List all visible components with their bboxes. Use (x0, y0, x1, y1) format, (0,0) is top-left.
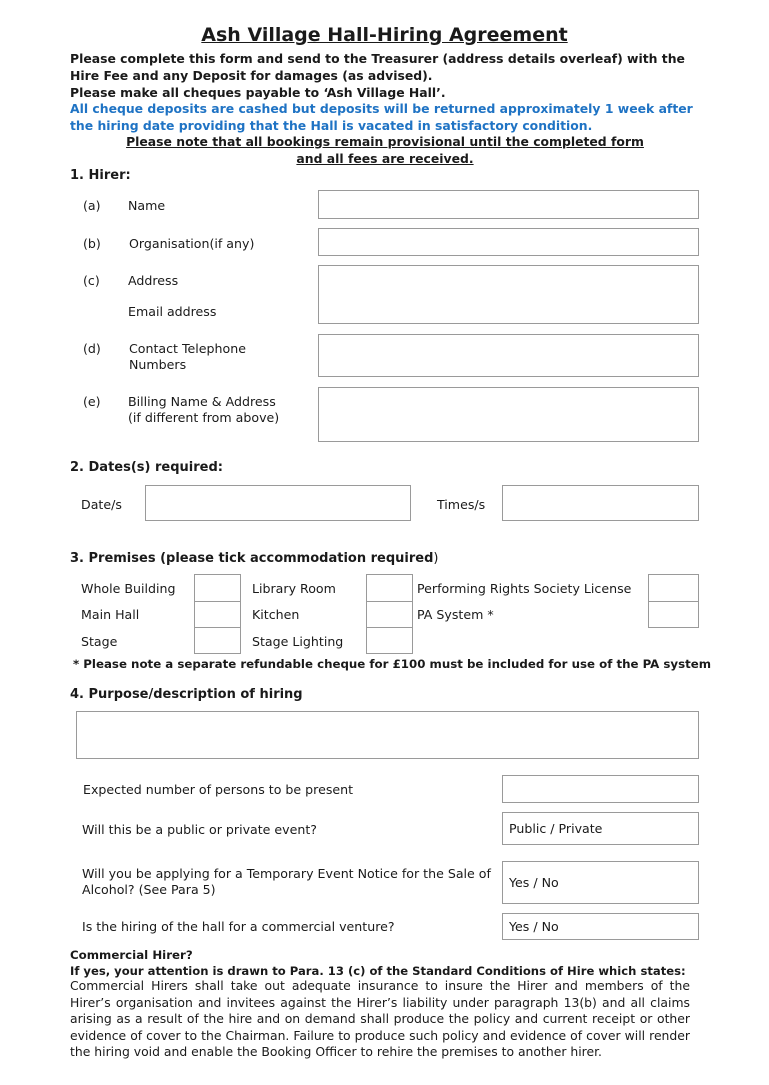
email-label: Email address (128, 304, 217, 319)
commercial-hirer-body: Commercial Hirers shall take out adequate insurance to insure the Hirer and members of the Hirer’s organisation and invitees against the Hirer’s liability under paragraph 13(b) and all claims arising as a result of the hire and on demand shall produce the policy and current receipt or other evidence of cover to the Chairman. Failure to produce such policy and evidence of cover will render the hiring void and enable the Booking Officer to rehire the premises to another hirer. (70, 978, 690, 1059)
telephone-label (129, 341, 246, 373)
persons-field[interactable] (502, 775, 699, 803)
library-room-checkbox[interactable] (366, 574, 413, 602)
stage-checkbox[interactable] (194, 627, 241, 654)
persons-label: Expected number of persons to be present (83, 782, 354, 797)
provisional-note-line-1: Please note that all bookings remain provisional until the completed form (126, 134, 644, 149)
billing-label-line-1: Billing Name & Address (128, 394, 276, 409)
address-email-field[interactable] (318, 265, 699, 324)
stage-lighting-checkbox[interactable] (366, 627, 413, 654)
pa-system-checkbox[interactable] (648, 601, 699, 628)
kitchen-checkbox[interactable] (366, 601, 413, 628)
hirer-heading: 1. Hirer: (70, 168, 131, 183)
billing-label (128, 394, 279, 426)
dates-heading: 2. Dates(s) required: (70, 460, 223, 475)
hirer-b-letter: (b) (83, 236, 101, 251)
intro-line-1: Please complete this form and send to the Treasurer (address details overleaf) with the (70, 51, 685, 66)
address-label: Address (128, 273, 179, 288)
times-label: Times/s (437, 497, 486, 512)
form-title: Ash Village Hall-Hiring Agreement (201, 24, 568, 46)
public-private-field[interactable] (502, 812, 699, 845)
stage-lighting-label: Stage Lighting (252, 634, 344, 649)
organisation-field[interactable] (318, 228, 699, 256)
public-private-value: Public / Private (509, 821, 603, 836)
deposit-line-2: the hiring date providing that the Hall is vacated in satisfactory condition. (70, 118, 593, 134)
premises-heading-text: 3. Premises (please tick accommodation required (70, 551, 434, 566)
intro-line-2: Hire Fee and any Deposit for damages (as advised). (70, 67, 433, 83)
name-field[interactable] (318, 190, 699, 219)
premises-heading (70, 551, 438, 566)
telephone-label-line-1: Contact Telephone (129, 341, 246, 356)
pa-system-label: PA System * (417, 607, 494, 622)
billing-label-line-2: (if different from above) (128, 410, 280, 425)
whole-building-label: Whole Building (81, 581, 176, 596)
date-field[interactable] (145, 485, 411, 521)
billing-field[interactable] (318, 387, 699, 442)
alcohol-label-line-2: Alcohol? (See Para 5) (82, 882, 216, 897)
times-field[interactable] (502, 485, 699, 521)
alcohol-label (82, 866, 491, 898)
hirer-c-letter: (c) (83, 273, 100, 288)
date-label: Date/s (81, 497, 122, 512)
purpose-field[interactable] (76, 711, 699, 759)
public-private-label: Will this be a public or private event? (82, 822, 317, 837)
kitchen-label: Kitchen (252, 607, 300, 622)
commercial-venture-label: Is the hiring of the hall for a commercial venture? (82, 919, 395, 934)
library-room-label: Library Room (252, 581, 336, 596)
organisation-label: Organisation(if any) (129, 236, 255, 251)
provisional-note-line-2: and all fees are received. (296, 151, 474, 166)
provisional-note (70, 133, 700, 167)
intro-line-3: Please make all cheques payable to ‘Ash Village Hall’. (70, 84, 446, 100)
prs-license-checkbox[interactable] (648, 574, 699, 602)
telephone-field[interactable] (318, 334, 699, 377)
deposit-line-1: All cheque deposits are cashed but deposits will be returned approximately 1 week after (70, 101, 693, 117)
intro-text (70, 51, 710, 135)
commercial-venture-field[interactable] (502, 913, 699, 940)
alcohol-field[interactable] (502, 861, 699, 904)
purpose-heading: 4. Purpose/description of hiring (70, 687, 303, 702)
commercial-hirer-heading: Commercial Hirer? (70, 948, 193, 962)
main-hall-label: Main Hall (81, 607, 140, 622)
alcohol-value: Yes / No (509, 875, 559, 890)
prs-license-label: Performing Rights Society License (417, 581, 632, 596)
hirer-e-letter: (e) (83, 394, 101, 409)
commercial-hirer-subheading: If yes, your attention is drawn to Para. 13 (c) of the Standard Conditions of Hire which states: (70, 964, 686, 978)
hirer-a-letter: (a) (83, 198, 101, 213)
name-label: Name (128, 198, 166, 213)
pa-system-note: * Please note a separate refundable cheque for £100 must be included for use of the PA system (73, 657, 712, 671)
stage-label: Stage (81, 634, 118, 649)
premises-heading-end: ) (433, 551, 439, 566)
whole-building-checkbox[interactable] (194, 574, 241, 602)
main-hall-checkbox[interactable] (194, 601, 241, 628)
commercial-venture-value: Yes / No (509, 919, 559, 934)
alcohol-label-line-1: Will you be applying for a Temporary Event Notice for the Sale of (82, 866, 491, 881)
telephone-label-line-2: Numbers (129, 357, 187, 372)
hirer-d-letter: (d) (83, 341, 101, 356)
